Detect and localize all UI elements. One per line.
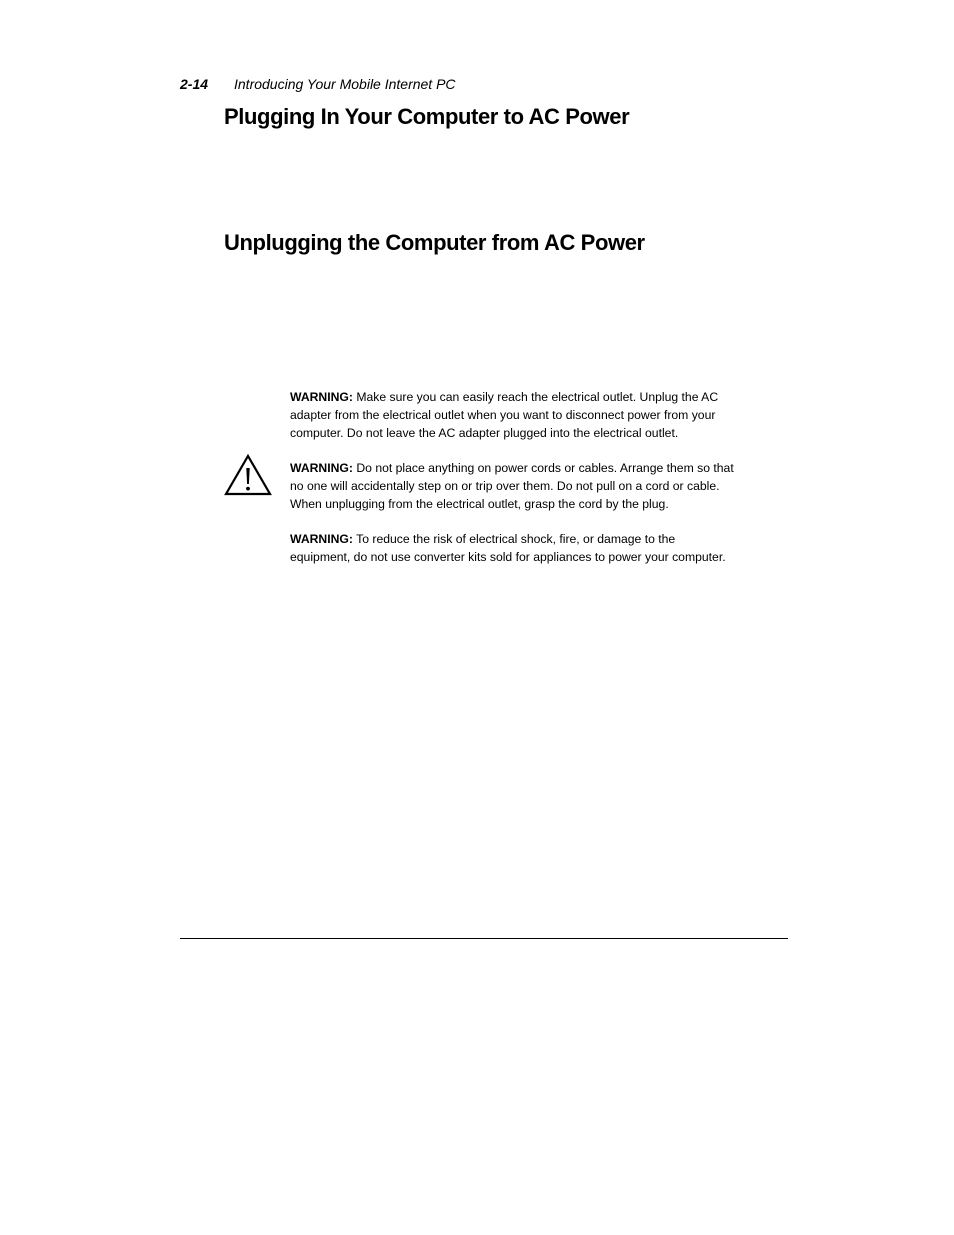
page-number: 2-14 [180, 76, 209, 92]
running-header [180, 76, 456, 92]
section-heading-plugging-in: Plugging In Your Computer to AC Power [224, 104, 630, 129]
warning-text: Make sure you can easily reach the electrical outlet. Unplug the AC adapter from the electrical outlet when you want to disconnect power from your computer. Do not leave the AC adapter plugged into the electrical outlet. [290, 390, 719, 440]
warning-label: WARNING: [290, 461, 353, 475]
footer-rule [180, 938, 788, 939]
warning-text: To reduce the risk of electrical shock, fire, or damage to the equipment, do not use converter kits sold for appliances to power your computer. [290, 532, 726, 564]
chapter-title: Introducing Your Mobile Internet PC [234, 76, 456, 92]
warning-triangle-icon [224, 454, 272, 496]
warning-label: WARNING: [290, 532, 353, 546]
warning-paragraph [290, 388, 738, 442]
section-heading-unplugging: Unplugging the Computer from AC Power [224, 230, 645, 255]
warning-text: Do not place anything on power cords or cables. Arrange them so that no one will accidentally step on or trip over them. Do not pull on a cord or cable. When unplugging from the electrical outlet, grasp the cord by the plug. [290, 461, 734, 511]
warning-label: WARNING: [290, 390, 353, 404]
warning-paragraph [290, 530, 738, 566]
warning-paragraph [290, 459, 738, 513]
warnings-block [290, 388, 738, 583]
